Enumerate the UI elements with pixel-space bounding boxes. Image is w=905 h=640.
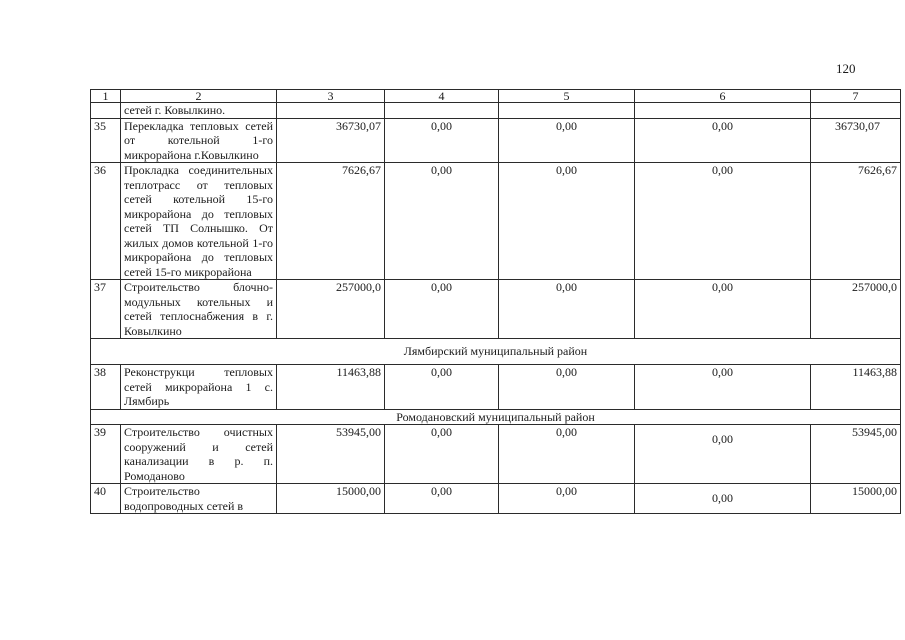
row-number: 36 [91, 163, 121, 280]
header-cell: 1 [91, 90, 121, 103]
value-col6: 0,00 [712, 432, 733, 446]
value-cell [635, 103, 811, 119]
value-col5: 0,00 [499, 163, 635, 280]
value-col3: 15000,00 [277, 484, 385, 514]
row-description: Перекладка тепловых сетей от котельной 1-го микрорайона г.Ковылкино [121, 118, 277, 163]
header-cell: 4 [385, 90, 499, 103]
row-description: Строительство водопроводных сетей в [121, 484, 277, 514]
value-col7: 11463,88 [811, 365, 901, 410]
value-cell [385, 103, 499, 119]
table-row [91, 163, 901, 280]
row-number: 37 [91, 280, 121, 339]
value-col3: 257000,0 [277, 280, 385, 339]
value-col4: 0,00 [385, 118, 499, 163]
row-number: 40 [91, 484, 121, 514]
value-col7: 36730,07 [811, 118, 901, 163]
value-col4: 0,00 [385, 280, 499, 339]
value-col3: 36730,07 [277, 118, 385, 163]
row-number [91, 103, 121, 119]
value-col3: 7626,67 [277, 163, 385, 280]
section-title: Ромодановский муниципальный район [91, 409, 901, 425]
value-col3: 11463,88 [277, 365, 385, 410]
value-col4: 0,00 [385, 365, 499, 410]
row-description: Реконструкци тепловых сетей микрорайона 1 с. Лямбирь [121, 365, 277, 410]
header-cell: 5 [499, 90, 635, 103]
section-title: Лямбирский муниципальный район [91, 339, 901, 365]
value-col5: 0,00 [499, 425, 635, 484]
row-number: 39 [91, 425, 121, 484]
value-col6: 0,00 [635, 280, 811, 339]
row-number: 38 [91, 365, 121, 410]
value-col4: 0,00 [385, 484, 499, 514]
table-row [91, 425, 901, 484]
column-number-header [91, 90, 901, 103]
row-description: сетей г. Ковылкино. [121, 103, 277, 119]
table-row [91, 365, 901, 410]
value-col5: 0,00 [499, 484, 635, 514]
row-number: 35 [91, 118, 121, 163]
row-description: Прокладка соединительных теплотрасс от тепловых сетей котельной 15-го микрорайона до тепловых сетей ТП Солнышко. От жилых домов котельной 1-го микрорайона до тепловых сетей 15-го микрорайона [121, 163, 277, 280]
value-col4: 0,00 [385, 163, 499, 280]
row-description: Строительство очистных сооружений и сетей канализации в р. п. Ромоданово [121, 425, 277, 484]
value-col5: 0,00 [499, 280, 635, 339]
header-cell: 2 [121, 90, 277, 103]
value-col3: 53945,00 [277, 425, 385, 484]
table-row [91, 484, 901, 514]
value-col6: 0,00 [712, 491, 733, 505]
continuation-row [91, 103, 901, 119]
value-col5: 0,00 [499, 118, 635, 163]
value-cell [277, 103, 385, 119]
header-cell: 7 [811, 90, 901, 103]
value-col7: 7626,67 [811, 163, 901, 280]
value-col7: 15000,00 [811, 484, 901, 514]
page-number: 120 [836, 61, 856, 76]
table-row [91, 118, 901, 163]
value-col4: 0,00 [385, 425, 499, 484]
budget-table [90, 89, 901, 514]
table-row [91, 280, 901, 339]
row-description: Строительство блочно-модульных котельных и сетей теплоснабжения в г. Ковылкино [121, 280, 277, 339]
value-col6: 0,00 [635, 365, 811, 410]
section-row-lyambir [91, 339, 901, 365]
value-col5: 0,00 [499, 365, 635, 410]
value-cell [499, 103, 635, 119]
value-col6: 0,00 [635, 163, 811, 280]
value-cell [811, 103, 901, 119]
section-row-romodanovo [91, 409, 901, 425]
value-col6: 0,00 [635, 118, 811, 163]
value-col7: 257000,0 [811, 280, 901, 339]
header-cell: 3 [277, 90, 385, 103]
header-cell: 6 [635, 90, 811, 103]
value-col7: 53945,00 [811, 425, 901, 484]
